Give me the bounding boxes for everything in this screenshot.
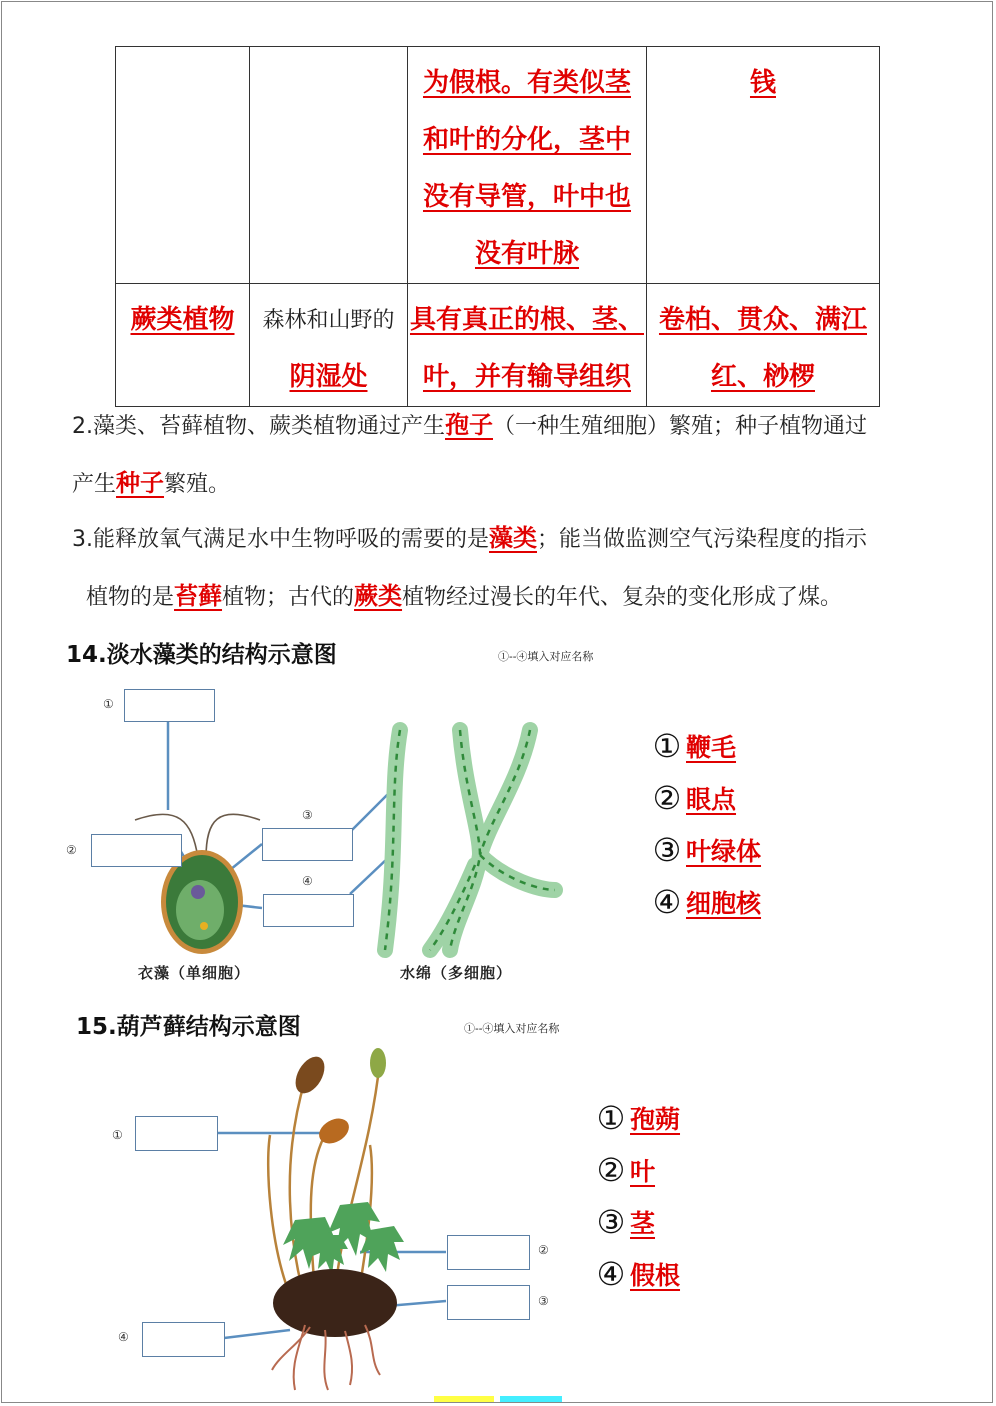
answer-item: ③ 茎 (596, 1203, 656, 1241)
answer-item: ② 眼点 (652, 779, 737, 817)
label-box-1[interactable] (124, 689, 215, 722)
example-line: 红、桫椤 (710, 362, 815, 392)
section-14-note: ①--④填入对应名称 (498, 650, 594, 663)
highlight-term: 孢子 (445, 411, 493, 439)
label-box-2[interactable] (447, 1235, 530, 1270)
answer-item: ④ 细胞核 (652, 883, 762, 921)
highlight-term: 蕨类 (354, 582, 403, 610)
highlight-mark (500, 1396, 562, 1402)
answer-item: ① 鞭毛 (652, 727, 737, 765)
marker-1: ① (112, 1128, 123, 1142)
highlight-term: 苔藓 (174, 582, 223, 610)
marker-1: ① (103, 697, 114, 711)
section-15-note: ①--④填入对应名称 (464, 1022, 560, 1035)
habitat-text: 森林和山野的 (262, 308, 395, 333)
paragraph-2: 2.藻类、苔藓植物、蕨类植物通过产生孢子（一种生殖细胞）繁殖；种子植物通过 产生种子繁殖。 (72, 411, 868, 497)
table-cell-habitat (250, 284, 408, 407)
example-line: 卷柏、贯众、满江 (658, 305, 867, 335)
feature-line: 具有真正的根、茎、 (409, 305, 644, 335)
highlight-term: 种子 (116, 469, 165, 497)
marker-3: ③ (302, 808, 313, 822)
answer-item: ④ 假根 (596, 1255, 681, 1293)
label-box-3[interactable] (447, 1285, 530, 1320)
label-box-1[interactable] (135, 1116, 218, 1151)
label-box-2[interactable] (91, 834, 182, 867)
answers-14 (650, 720, 761, 928)
label-box-3[interactable] (262, 828, 353, 861)
answer-item: ② 叶 (596, 1151, 656, 1189)
label-box-4[interactable] (142, 1322, 225, 1357)
habitat-highlight: 阴湿处 (289, 362, 368, 392)
section-14-title: 14.淡水藻类的结构示意图 (66, 642, 337, 668)
label-box-4[interactable] (263, 894, 354, 927)
section-15-title: 15.葫芦藓结构示意图 (76, 1014, 301, 1040)
table-cell-examples (647, 47, 880, 284)
highlight-term: 藻类 (489, 524, 537, 552)
answer-item: ① 孢蒴 (596, 1099, 681, 1137)
table-row (116, 284, 880, 407)
marker-2: ② (538, 1243, 549, 1257)
table-cell-category (116, 284, 250, 407)
table-cell-examples (647, 284, 880, 407)
table-cell-habitat (250, 47, 408, 284)
marker-4: ④ (302, 874, 313, 888)
caption-chlamydomonas: 衣藻（单细胞） (138, 964, 251, 982)
table-cell-features (408, 47, 647, 284)
category-text: 蕨类植物 (130, 305, 235, 335)
feature-line: 叶，并有输导组织 (422, 362, 631, 392)
table-cell-category (116, 47, 250, 284)
marker-4: ④ (118, 1330, 129, 1344)
highlight-mark (434, 1396, 494, 1402)
answer-item: ③ 叶绿体 (652, 831, 762, 869)
caption-spirogyra: 水绵（多细胞） (400, 964, 513, 982)
answers-15 (594, 1092, 680, 1300)
moss-diagram (210, 1045, 470, 1395)
plant-table (115, 46, 880, 407)
example-text: 钱 (749, 68, 776, 98)
feature-line: 没有叶脉 (474, 239, 579, 269)
marker-3: ③ (538, 1294, 549, 1308)
paragraph-3: 3.能释放氧气满足水中生物呼吸的需要的是藻类；能当做监测空气污染程度的指示 植物的是苔藓植物；古代的蕨类植物经过漫长的年代、复杂的变化形成了煤。 (72, 524, 868, 610)
feature-line: 和叶的分化，茎中 (422, 125, 631, 155)
table-row (116, 47, 880, 284)
marker-2: ② (66, 843, 77, 857)
feature-line: 没有导管，叶中也 (422, 182, 631, 212)
feature-line: 为假根。有类似茎 (422, 68, 631, 98)
table-cell-features (408, 284, 647, 407)
